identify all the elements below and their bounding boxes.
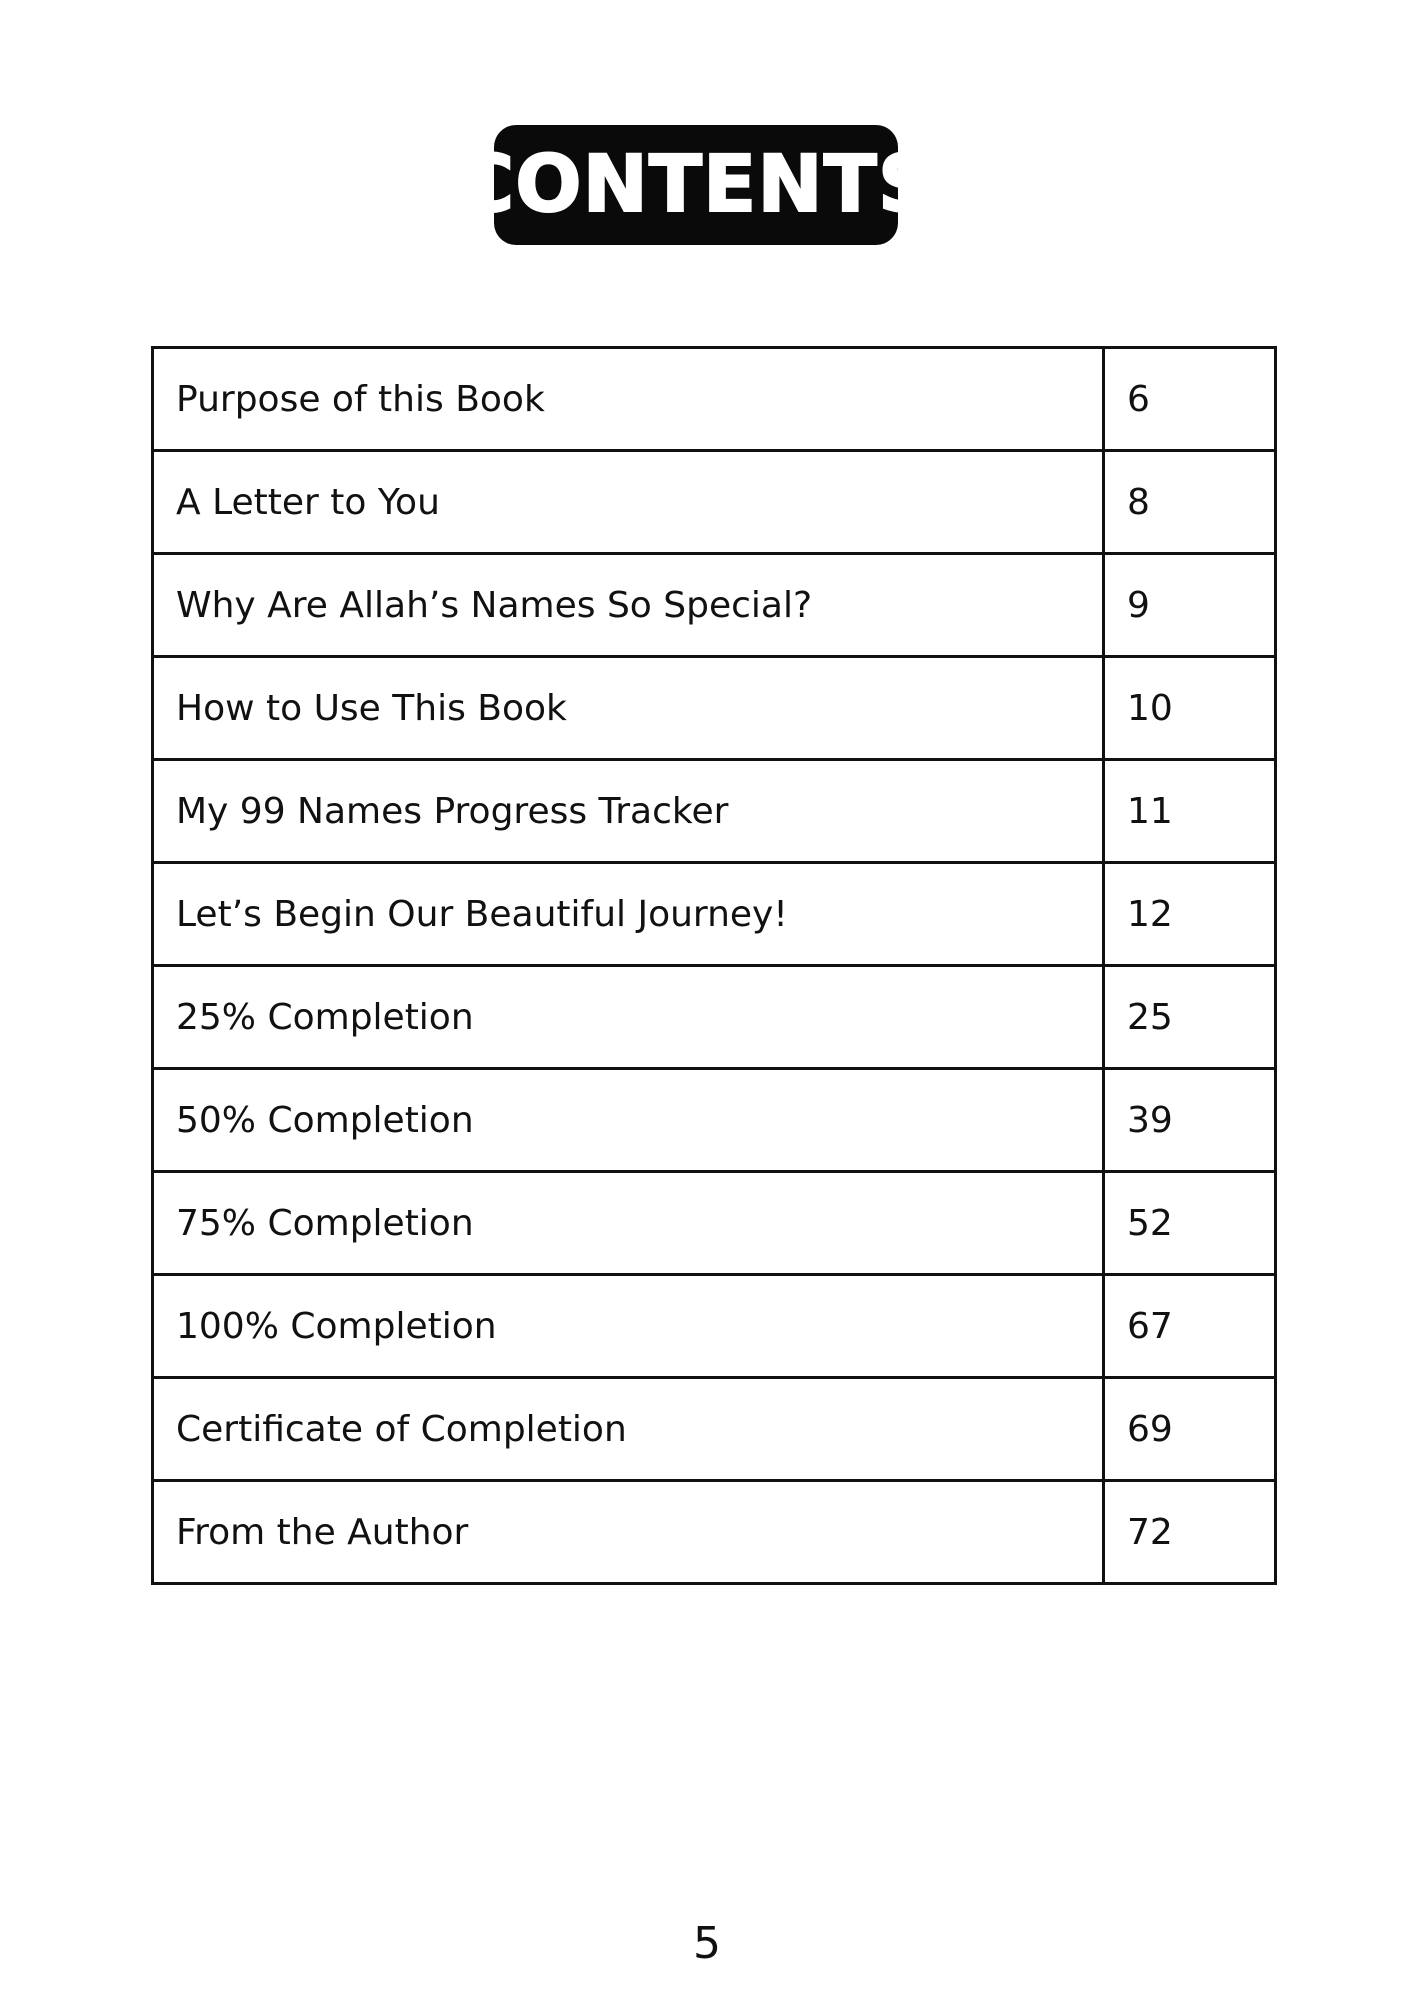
toc-row[interactable] (153, 348, 1276, 451)
toc-entry-page: 8 (1104, 451, 1276, 554)
page-title: CONTENTS (457, 140, 935, 230)
toc-entry-title: Why Are Allah’s Names So Special? (153, 554, 1104, 657)
toc-entry-title: Purpose of this Book (153, 348, 1104, 451)
toc-entry-page: 67 (1104, 1275, 1276, 1378)
toc-row[interactable] (153, 554, 1276, 657)
toc-row[interactable] (153, 1275, 1276, 1378)
toc-row[interactable] (153, 966, 1276, 1069)
toc-entry-page: 10 (1104, 657, 1276, 760)
toc-entry-title: From the Author (153, 1481, 1104, 1584)
toc-row[interactable] (153, 657, 1276, 760)
toc-entry-title: 100% Completion (153, 1275, 1104, 1378)
toc-row[interactable] (153, 451, 1276, 554)
toc-entry-page: 11 (1104, 760, 1276, 863)
toc-row[interactable] (153, 1172, 1276, 1275)
toc-row[interactable] (153, 863, 1276, 966)
toc-entry-page: 25 (1104, 966, 1276, 1069)
toc-entry-title: How to Use This Book (153, 657, 1104, 760)
toc-entry-page: 52 (1104, 1172, 1276, 1275)
toc-entry-page: 12 (1104, 863, 1276, 966)
toc-row[interactable] (153, 760, 1276, 863)
toc-entry-page: 6 (1104, 348, 1276, 451)
toc-entry-page: 69 (1104, 1378, 1276, 1481)
toc-row[interactable] (153, 1378, 1276, 1481)
page-number: 5 (693, 1918, 721, 1969)
toc-entry-title: My 99 Names Progress Tracker (153, 760, 1104, 863)
toc-row[interactable] (153, 1481, 1276, 1584)
toc-entry-title: A Letter to You (153, 451, 1104, 554)
toc-entry-title: 25% Completion (153, 966, 1104, 1069)
toc-entry-title: Let’s Begin Our Beautiful Journey! (153, 863, 1104, 966)
toc-entry-title: Certificate of Completion (153, 1378, 1104, 1481)
toc-entry-title: 50% Completion (153, 1069, 1104, 1172)
toc-row[interactable] (153, 1069, 1276, 1172)
toc-entry-page: 39 (1104, 1069, 1276, 1172)
toc-entry-page: 9 (1104, 554, 1276, 657)
toc-entry-title: 75% Completion (153, 1172, 1104, 1275)
contents-title-badge (457, 125, 935, 245)
table-of-contents (151, 346, 1277, 1585)
toc-entry-page: 72 (1104, 1481, 1276, 1584)
